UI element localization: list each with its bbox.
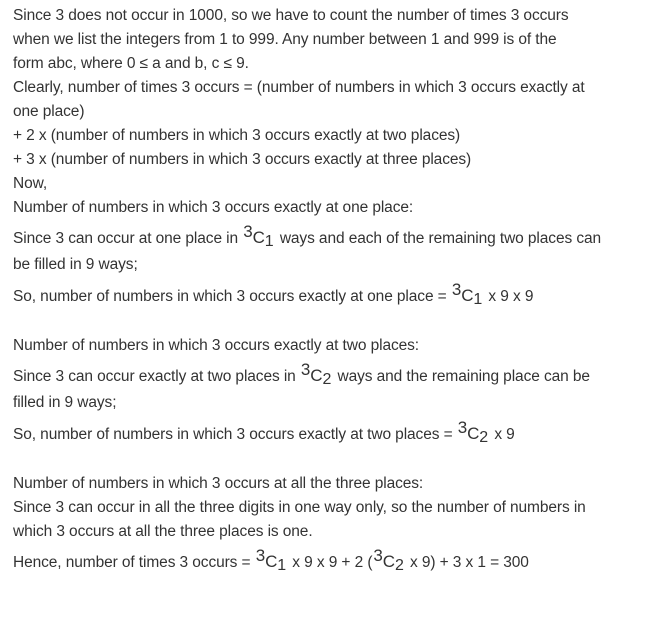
two-places-line-2: filled in 9 ways; (13, 394, 117, 411)
clearly-line-2: one place) (13, 103, 85, 120)
text-segment: Since 3 can occur exactly at two places in (13, 368, 300, 385)
three-places-line-1: Since 3 can occur in all the three digits in one way only, so the number of numbers in (13, 499, 586, 516)
combination-3c2 (301, 360, 331, 393)
text-segment: x 9 x 9 + 2 ( (288, 554, 373, 571)
comb-n: 3 (243, 222, 253, 241)
one-place-heading: Number of numbers in which 3 occurs exactly at one place: (13, 199, 414, 216)
comb-r: 1 (277, 557, 287, 574)
intro-line-3: form abc, where 0 ≤ a and b, c ≤ 9. (13, 55, 249, 72)
spacer (13, 310, 661, 334)
text-segment: ways and each of the remaining two places can (275, 230, 602, 247)
one-place-since-line (13, 220, 661, 252)
comb-c: C (467, 424, 480, 443)
comb-c: C (461, 286, 474, 305)
three-places-heading: Number of numbers in which 3 occurs at all the three places: (13, 475, 424, 492)
text-segment: Hence, number of times 3 occurs = (13, 554, 255, 571)
text-segment: x 9 (490, 426, 515, 443)
text-segment: x 9) + 3 x 1 = 300 (405, 554, 529, 571)
comb-r: 2 (394, 557, 404, 574)
combination-3c2 (373, 546, 403, 579)
comb-n: 3 (457, 418, 468, 437)
plus-three-line: + 3 x (number of numbers in which 3 occurs exactly at three places) (13, 151, 472, 168)
comb-r: 1 (473, 291, 483, 308)
comb-n: 3 (300, 360, 311, 379)
hence-line (13, 544, 661, 576)
comb-c: C (310, 366, 323, 385)
text-segment: So, number of numbers in which 3 occurs exactly at one place = (13, 288, 451, 305)
two-places-heading: Number of numbers in which 3 occurs exactly at two places: (13, 337, 419, 354)
one-place-so-line (13, 278, 661, 310)
combination-3c1 (243, 222, 273, 255)
text-segment: ways and the remaining place can be (333, 368, 590, 385)
intro-line-1: Since 3 does not occur in 1000, so we have to count the number of times 3 occurs (13, 7, 569, 24)
two-places-since-line (13, 358, 661, 390)
three-places-line-2: which 3 occurs at all the three places is one. (13, 523, 313, 540)
comb-n: 3 (451, 280, 462, 299)
comb-c: C (265, 552, 278, 571)
comb-c: C (382, 552, 395, 571)
spacer (13, 448, 661, 472)
plus-two-line: + 2 x (number of numbers in which 3 occurs exactly at two places) (13, 127, 461, 144)
intro-line-2: when we list the integers from 1 to 999. Any number between 1 and 999 is of the (13, 31, 557, 48)
combination-3c1 (256, 546, 286, 579)
comb-r: 1 (264, 233, 274, 250)
combination-3c1 (452, 280, 482, 313)
one-place-line-2: be filled in 9 ways; (13, 256, 138, 273)
text-segment: Since 3 can occur at one place in (13, 230, 243, 247)
comb-r: 2 (322, 371, 332, 388)
two-places-so-line (13, 416, 661, 448)
comb-c: C (252, 228, 265, 247)
now-line: Now, (13, 175, 48, 192)
text-segment: x 9 x 9 (484, 288, 534, 305)
clearly-line-1: Clearly, number of times 3 occurs = (number of numbers in which 3 occurs exactly at (13, 79, 585, 96)
text-segment: So, number of numbers in which 3 occurs exactly at two places = (13, 426, 457, 443)
comb-n: 3 (373, 546, 383, 565)
comb-r: 2 (479, 429, 489, 446)
comb-n: 3 (255, 546, 266, 565)
combination-3c2 (458, 418, 488, 451)
